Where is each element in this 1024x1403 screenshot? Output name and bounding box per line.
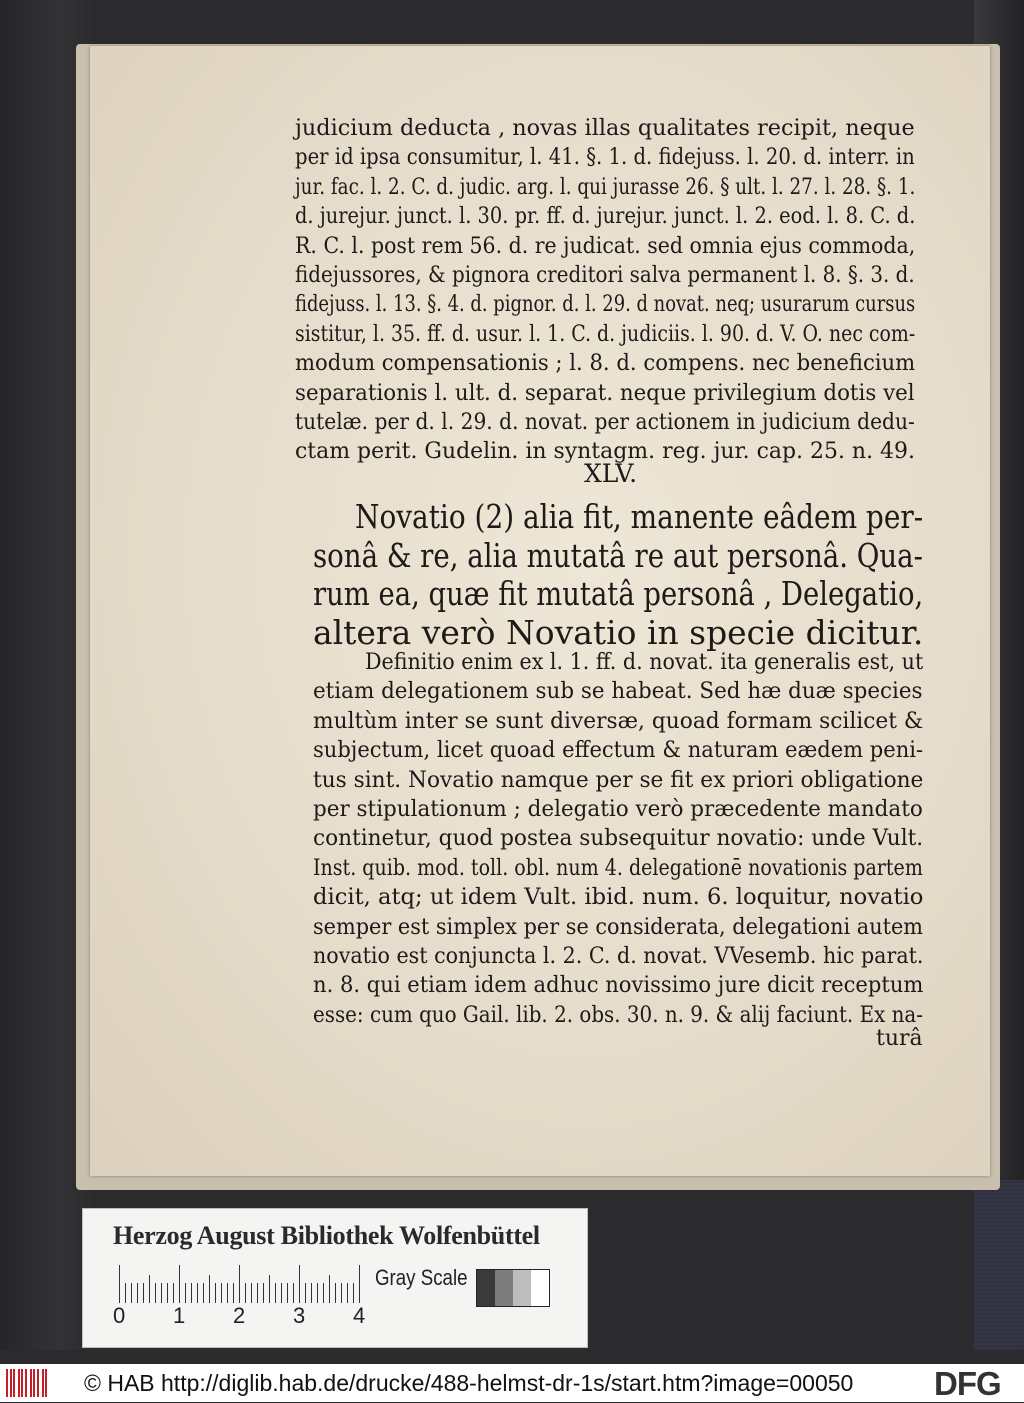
body-lines-2-line: esse: cum quo Gail. lib. 2. obs. 30. n. 9. & alij faciunt. Ex na- <box>313 1002 923 1028</box>
ruler-tick <box>137 1283 138 1303</box>
ruler-tick <box>203 1283 204 1303</box>
book-page <box>90 46 990 1176</box>
barcode-bar <box>13 1369 15 1397</box>
ruler-tick <box>347 1283 348 1303</box>
ruler-tick <box>335 1283 336 1303</box>
ruler-number: 3 <box>293 1303 306 1328</box>
barcode-bar <box>33 1369 35 1397</box>
body-lines-2-line: n. 8. qui etiam idem adhuc novissimo jure dicit receptum <box>313 973 924 999</box>
body-lines-1-line: judicium deducta , novas illas qualitates recipit, neque <box>295 116 915 141</box>
ruler-tick <box>281 1283 282 1303</box>
ruler-tick <box>191 1283 192 1303</box>
book-cloth <box>974 1180 1024 1350</box>
ruler-tick <box>329 1275 330 1303</box>
ruler-tick <box>179 1265 180 1303</box>
body-lines-2-line: semper est simplex per se considerata, delegationi autem <box>313 914 923 940</box>
ruler-tick <box>167 1283 168 1303</box>
barcode-bar <box>45 1369 47 1397</box>
ruler-tick <box>275 1283 276 1303</box>
ruler-tick <box>359 1265 360 1303</box>
ruler-tick <box>263 1283 264 1303</box>
color-target <box>82 1208 588 1348</box>
thesis-lines-line: Novatio (2) alia fit, manente eâdem per- <box>355 497 924 536</box>
body-lines-1-line: fidejussores, & pignora creditori salva permanent l. 8. §. 3. d. <box>295 263 915 288</box>
ruler-tick <box>353 1283 354 1303</box>
ruler-tick <box>209 1275 210 1303</box>
ruler-number: 2 <box>233 1303 246 1328</box>
ruler-tick <box>323 1283 324 1303</box>
thesis-lines-line: altera verò Novatio in specie dicitur. <box>313 612 924 652</box>
ruler-tick <box>161 1283 162 1303</box>
ruler-tick <box>239 1265 240 1303</box>
ruler-tick <box>233 1283 234 1303</box>
ruler-tick <box>299 1265 300 1303</box>
body-lines-2-line: per stipulationum ; delegatio verò præcedente mandato <box>313 797 923 822</box>
body-lines-1-line: d. jurejur. junct. l. 30. pr. ff. d. jurejur. junct. l. 2. eod. l. 8. C. d. <box>295 204 916 230</box>
ruler-number: 4 <box>353 1303 366 1328</box>
library-name: Herzog August Bibliothek Wolfenbüttel <box>113 1221 540 1250</box>
gray-swatch <box>531 1270 549 1306</box>
ruler-tick <box>245 1283 246 1303</box>
body-lines-2-line: etiam delegationem sub se habeat. Sed hæ duæ species <box>313 679 923 705</box>
body-lines-2-line: continetur, quod postea subsequitur novatio: unde Vult. <box>313 826 924 852</box>
body-lines-1-line: jur. fac. l. 2. C. d. judic. arg. l. qui jurasse 26. § ult. l. 27. l. 28. §. 1. <box>295 174 916 200</box>
footer-bar <box>0 1364 1024 1402</box>
body-lines-1-line: tutelæ. per d. l. 29. d. novat. per actionem in judicium dedu- <box>295 410 915 435</box>
body-lines-2-line: subjectum, licet quoad effectum & naturam eædem peni- <box>313 738 924 764</box>
barcode-bar <box>37 1369 39 1397</box>
barcode-bar <box>42 1369 44 1397</box>
body-lines-1-line: fidejuss. l. 13. §. 4. d. pignor. d. l. 29. d novat. neq; usurarum cursus <box>295 292 916 318</box>
ruler-tick <box>311 1283 312 1303</box>
dfg-logo: DFG <box>934 1365 1001 1402</box>
ruler-tick <box>251 1283 252 1303</box>
ruler-tick <box>305 1283 306 1303</box>
barcode-bar <box>6 1369 8 1397</box>
gray-scale-label: Gray Scale <box>375 1265 468 1290</box>
catchword: turâ <box>876 1026 923 1051</box>
barcode-bar <box>10 1369 12 1397</box>
body-lines-1-line: separationis l. ult. d. separat. neque privilegium dotis vel <box>295 380 915 406</box>
ruler-tick <box>269 1275 270 1303</box>
barcode-bar <box>21 1369 23 1397</box>
ruler-tick <box>317 1283 318 1303</box>
body-lines-1-line: R. C. l. post rem 56. d. re judicat. sed omnia ejus commoda, <box>295 233 916 259</box>
body-lines-2-line: novatio est conjuncta l. 2. C. d. novat. VVesemb. hic parat. <box>313 944 924 969</box>
body-lines-2-line: Definitio enim ex l. 1. ff. d. novat. ita generalis est, ut <box>365 650 924 675</box>
ruler-tick <box>155 1283 156 1303</box>
gray-swatch <box>513 1270 531 1306</box>
body-lines-1-line: sistitur, l. 35. ff. d. usur. l. 1. C. d. judiciis. l. 90. d. V. O. nec com- <box>295 321 916 347</box>
barcode-bar <box>18 1369 20 1397</box>
gray-swatch <box>495 1270 513 1306</box>
body-lines-1-line: ctam perit. Gudelin. in syntagm. reg. jur. cap. 25. n. 49. <box>295 439 915 465</box>
ruler-tick <box>143 1283 144 1303</box>
ruler-tick <box>287 1283 288 1303</box>
body-lines-2-line: dicit, atq; ut idem Vult. ibid. num. 6. loquitur, novatio <box>313 885 924 911</box>
barcode-bar <box>30 1369 32 1397</box>
ruler-tick <box>125 1283 126 1303</box>
ruler-tick <box>149 1275 150 1303</box>
ruler-tick <box>215 1283 216 1303</box>
ruler-tick <box>119 1265 120 1303</box>
barcode-bar <box>25 1369 27 1397</box>
ruler-tick <box>341 1283 342 1303</box>
body-lines-1-line: modum compensationis ; l. 8. d. compens. nec beneficium <box>295 351 916 377</box>
section-heading: XLV. <box>584 459 638 488</box>
body-lines-1-line: per id ipsa consumitur, l. 41. §. 1. d. fidejuss. l. 20. d. interr. in <box>295 145 915 171</box>
scale-ruler <box>119 1265 361 1303</box>
ruler-number: 1 <box>173 1303 186 1328</box>
barcode-icon <box>6 1369 48 1397</box>
ruler-tick <box>257 1283 258 1303</box>
ruler-tick <box>185 1283 186 1303</box>
body-lines-2-line: tus sint. Novatio namque per se fit ex priori obligatione <box>313 767 924 793</box>
gray-swatch <box>477 1270 495 1306</box>
copyright-link[interactable]: © HAB http://diglib.hab.de/drucke/488-helmst-dr-1s/start.htm?image=00050 <box>84 1370 854 1396</box>
ruler-tick <box>197 1283 198 1303</box>
ruler-tick <box>227 1283 228 1303</box>
ruler-tick <box>221 1283 222 1303</box>
body-lines-2-line: Inst. quib. mod. toll. obl. num 4. delegationē novationis partem <box>313 855 923 881</box>
body-lines-2-line: multùm inter se sunt diversæ, quoad formam scilicet & <box>313 708 924 734</box>
gray-scale-swatches <box>476 1269 550 1307</box>
ruler-tick <box>293 1283 294 1303</box>
thesis-lines-line: sonâ & re, alia mutatâ re aut personâ. Qua- <box>313 535 923 575</box>
ruler-tick <box>173 1283 174 1303</box>
ruler-tick <box>131 1283 132 1303</box>
thesis-lines-line: rum ea, quæ fit mutatâ personâ , Delegatio, <box>313 574 924 613</box>
ruler-number: 0 <box>113 1303 126 1328</box>
